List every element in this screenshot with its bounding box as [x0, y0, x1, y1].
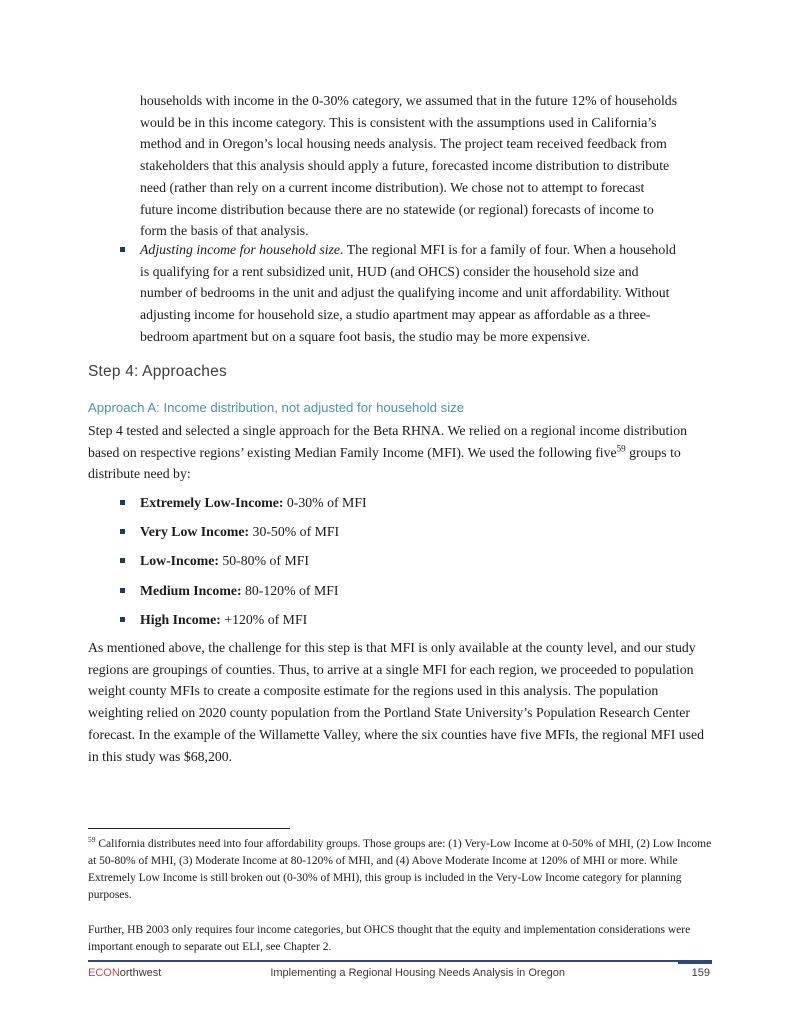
- income-group-value: +120% of MFI: [220, 611, 308, 627]
- list-item-extremely-low-income: [140, 492, 680, 514]
- footnote-number: 59: [88, 835, 96, 845]
- body-paragraph-income-category: households with income in the 0-30% category, we assumed that in the future 12% of households would be in this income category. This is consistent with the assumptions used in California’s method and in Oregon’s local housing needs analysis. The project team received feedback from stakeholders that this analysis should apply a future, forecasted income distribution to distribute need (rather than rely on a current income distribution). We chose not to attempt to forecast future income distribution because there are no statewide (or regional) forecasts of income to form the basis of that analysis.: [140, 93, 678, 239]
- income-group-label: Medium Income:: [140, 582, 242, 598]
- bullet-square-icon: [120, 588, 125, 593]
- bullet-square-icon: [120, 247, 125, 252]
- footnote-separator: [88, 828, 290, 829]
- income-group-list: [140, 492, 680, 638]
- income-group-value: 80-120% of MFI: [241, 582, 339, 598]
- bullet-text: . The regional MFI is for a family of four. When a household is qualifying for a rent subsidized unit, HUD (and OHCS) consider the household size and number of bedrooms in the unit and adjust the qualifying income and unit affordability. Without adjusting income for household size, a studio apartment may appear as affordable as a three-bedroom apartment but on a square foot basis, the studio may be more expensive.: [140, 242, 676, 344]
- list-item-very-low-income: [140, 521, 680, 543]
- bullet-item-adjusting-income: [140, 239, 680, 348]
- page-footer: [88, 967, 712, 983]
- footer-logo-northwest: orthwest: [119, 967, 162, 979]
- subsection-heading-approach-a: Approach A: Income distribution, not adjusted for household size: [88, 400, 465, 415]
- income-group-label: Low-Income:: [140, 553, 219, 569]
- income-group-label: Extremely Low-Income:: [140, 495, 284, 510]
- footer-document-title: Implementing a Regional Housing Needs Analysis in Oregon: [270, 967, 566, 979]
- bullet-square-icon: [120, 558, 125, 563]
- income-group-value: 50-80% of MFI: [218, 553, 309, 569]
- list-item-high-income: [140, 609, 680, 631]
- body-paragraph-step4-intro: [88, 420, 712, 485]
- footnote-59-continued: Further, HB 2003 only requires four income categories, but OHCS thought that the equity and implementation considerations were important enough to separate out ELI, see Chapter 2.: [88, 924, 691, 953]
- income-group-label: High Income:: [140, 611, 221, 627]
- list-item-low-income: [140, 550, 680, 572]
- footer-rule: [88, 960, 712, 962]
- bullet-square-icon: [120, 529, 125, 534]
- footnote-59: [88, 836, 714, 904]
- page-number: 159: [691, 967, 710, 979]
- intro-text-before-footnote: Step 4 tested and selected a single approach for the Beta RHNA. We relied on a regional income distribution based on respective regions’ existing Median Family Income (MFI). We used the following five: [88, 423, 688, 460]
- bullet-square-icon: [120, 617, 125, 622]
- section-heading-step4: Step 4: Approaches: [88, 363, 227, 380]
- footer-logo-econ: ECON: [88, 967, 120, 979]
- intro-text-after-footnote: groups to distribute need by:: [88, 444, 681, 482]
- body-paragraph-mfi-weighting: As mentioned above, the challenge for this step is that MFI is only available at the county level, and our study regions are groupings of counties. Thus, to arrive at a single MFI for each region, we proceeded to population weight county MFIs to create a composite estimate for the regions used in this analysis. The population weighting relied on 2020 county population from the Portland State University’s Population Research Center forecast. In the example of the Willamette Valley, where the six counties have five MFIs, the regional MFI used in this study was $68,200.: [88, 640, 705, 764]
- footer-logo: [88, 967, 161, 979]
- footnote-reference: 59: [616, 443, 626, 454]
- income-group-value: 0-30% of MFI: [283, 495, 367, 510]
- bullet-square-icon: [120, 500, 125, 505]
- income-group-value: 30-50% of MFI: [249, 524, 340, 540]
- income-group-label: Very Low Income:: [140, 524, 250, 540]
- bullet-lead-italic: Adjusting income for household size: [140, 242, 341, 257]
- footnote-text: California distributes need into four affordability groups. Those groups are: (1) Very-Low Income at 0-50% of MHI, (2) Low Income at 50-80% of MHI, (3) Moderate Income at 80-120% of MHI, and (4) Above Moderate Income at 120% of MHI or more. While Extremely Low Income is still broken out (0-30% of MHI), this group is included in the Very-Low Income category for planning purposes.: [88, 838, 712, 901]
- list-item-medium-income: [140, 580, 680, 602]
